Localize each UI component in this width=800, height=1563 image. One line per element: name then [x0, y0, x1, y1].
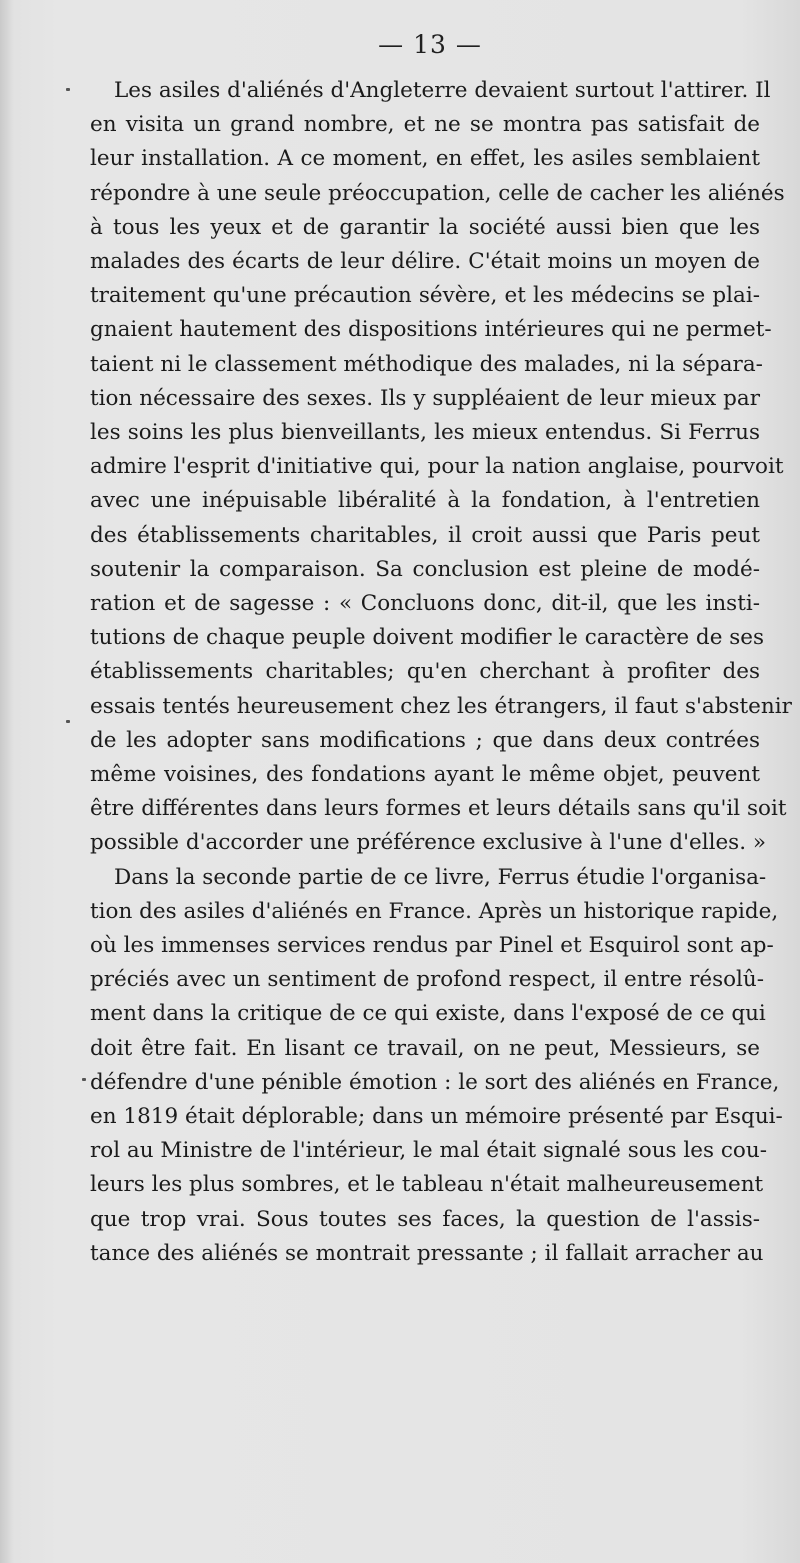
text-line: tutions de chaque peuple doivent modifier le caractère de ses: [90, 625, 765, 651]
text-line: les soins les plus bienveillants, les mieux entendus. Si Ferrus: [90, 420, 760, 445]
text-line: où les immenses services rendus par Pinel et Esquirol sont ap-: [90, 933, 774, 958]
margin-speck: [66, 88, 70, 91]
text-line: soutenir la comparaison. Sa conclusion est pleine de modé-: [90, 556, 760, 582]
text-line: à tous les yeux et de garantir la société aussi bien que les: [90, 214, 760, 240]
page-number: — 13 —: [378, 30, 482, 59]
text-line: en visita un grand nombre, et ne se montra pas satisfait de: [90, 112, 760, 138]
text-line: admire l'esprit d'initiative qui, pour la nation anglaise, pourvoit: [90, 454, 784, 480]
text-line: tance des aliénés se montrait pressante ; il fallait arracher au: [90, 1240, 764, 1266]
margin-speck: [82, 1078, 86, 1081]
text-line: essais tentés heureusement chez les étrangers, il faut s'abstenir: [90, 693, 792, 719]
text-line: rol au Ministre de l'intérieur, le mal était signalé sous les cou-: [90, 1138, 767, 1164]
margin-speck: [66, 720, 70, 723]
text-line: ment dans la critique de ce qui existe, dans l'exposé de ce qui: [90, 1001, 766, 1027]
text-line: que trop vrai. Sous toutes ses faces, la question de l'assis-: [90, 1206, 760, 1232]
text-line: établissements charitables; qu'en cherchant à profiter des: [90, 659, 760, 685]
text-line: Les asiles d'aliénés d'Angleterre devaient surtout l'attirer. Il: [114, 78, 771, 103]
text-line: avec une inépuisable libéralité à la fondation, à l'entretien: [90, 488, 760, 514]
text-line: tion des asiles d'aliénés en France. Après un historique rapide,: [90, 898, 779, 924]
text-line: gnaient hautement des dispositions intérieures qui ne permet-: [90, 317, 772, 343]
text-line: tion nécessaire des sexes. Ils y suppléaient de leur mieux par: [90, 385, 760, 411]
text-line: doit être fait. En lisant ce travail, on ne peut, Messieurs, se: [90, 1035, 760, 1061]
text-line: défendre d'une pénible émotion : le sort des aliénés en France,: [90, 1069, 780, 1095]
text-line: des établissements charitables, il croit aussi que Paris peut: [90, 522, 760, 548]
text-line: leurs les plus sombres, et le tableau n'était malheureusement: [90, 1172, 764, 1198]
text-line: possible d'accorder une préférence exclusive à l'une d'elles. »: [90, 830, 767, 856]
text-line: taient ni le classement méthodique des malades, ni la sépara-: [90, 351, 763, 377]
text-line: même voisines, des fondations ayant le même objet, peuvent: [90, 762, 760, 787]
text-line: être différentes dans leurs formes et leurs détails sans qu'il soit: [90, 796, 787, 822]
text-line: répondre à une seule préoccupation, celle de cacher les aliénés: [90, 180, 785, 206]
text-line: Dans la seconde partie de ce livre, Ferrus étudie l'organisa-: [114, 864, 767, 890]
text-line: malades des écarts de leur délire. C'était moins un moyen de: [90, 249, 760, 274]
text-line: ration et de sagesse : « Concluons donc, dit-il, que les insti-: [90, 591, 760, 616]
text-line: en 1819 était déplorable; dans un mémoire présenté par Esqui-: [90, 1104, 783, 1129]
text-line: traitement qu'une précaution sévère, et les médecins se plai-: [90, 283, 760, 309]
text-line: de les adopter sans modifications ; que dans deux contrées: [90, 727, 760, 753]
text-line: leur installation. A ce moment, en effet, les asiles semblaient: [90, 146, 760, 172]
text-line: préciés avec un sentiment de profond respect, il entre résolû-: [90, 967, 765, 993]
